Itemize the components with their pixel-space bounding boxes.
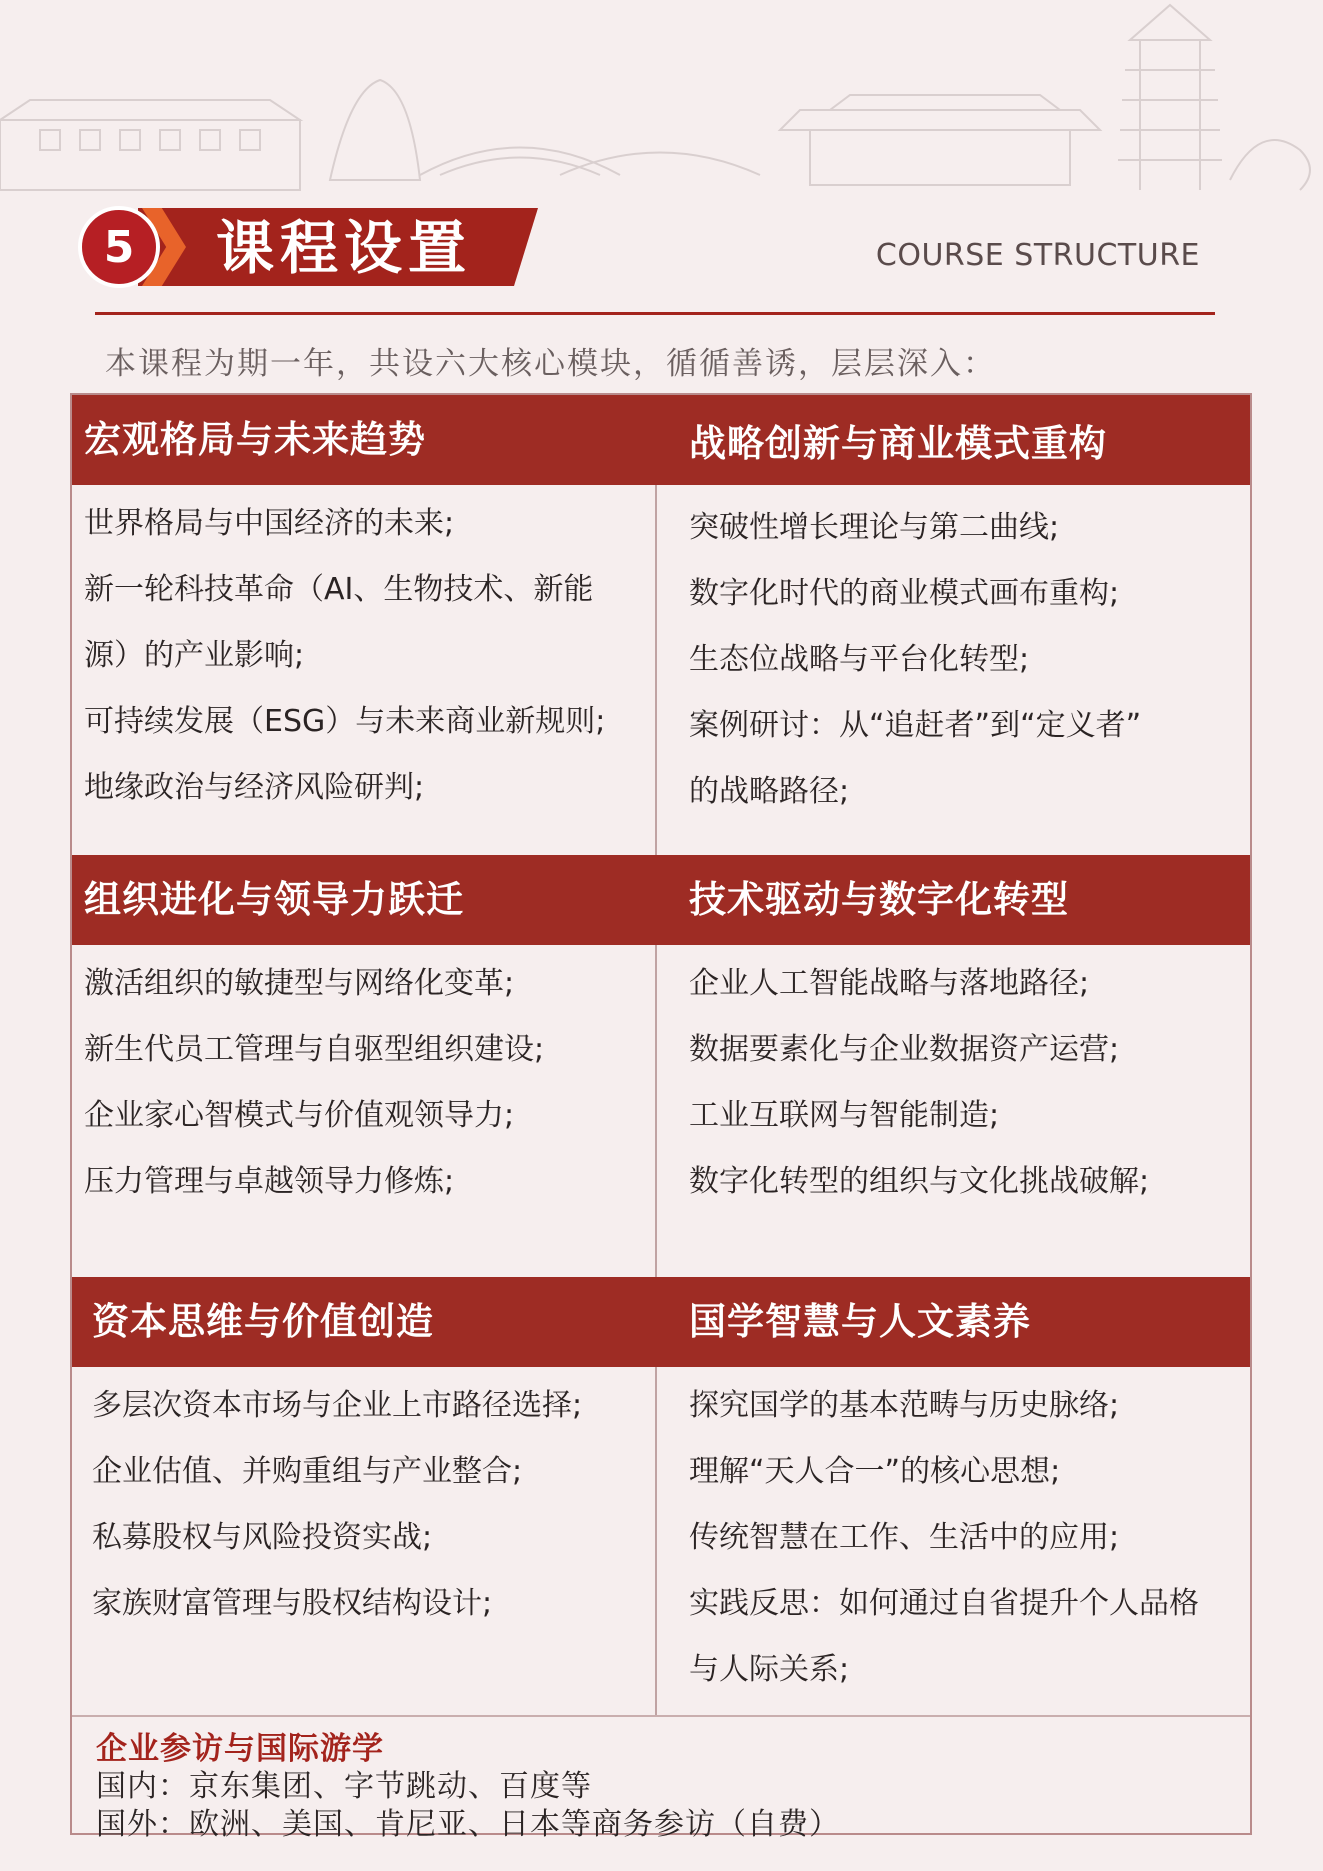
list-item: 地缘政治与经济风险研判; bbox=[84, 770, 425, 805]
list-item: 案例研讨：从“追赶者”到“定义者” bbox=[689, 708, 1142, 743]
list-item: 实践反思：如何通过自省提升个人品格 bbox=[689, 1586, 1199, 1621]
overseas-visits: 国外：欧洲、美国、肯尼亚、日本等商务参访（自费） bbox=[96, 1807, 840, 1842]
domestic-visits: 国内：京东集团、字节跳动、百度等 bbox=[96, 1769, 592, 1804]
module-title: 宏观格局与未来趋势 bbox=[84, 418, 426, 461]
list-item: 数据要素化与企业数据资产运营; bbox=[689, 1032, 1120, 1067]
list-item: 探究国学的基本范畴与历史脉络; bbox=[689, 1388, 1120, 1423]
campus-skyline-illustration bbox=[0, 0, 1323, 200]
list-item: 理解“天人合一”的核心思想; bbox=[689, 1454, 1061, 1489]
list-item: 新一轮科技革命（AI、生物技术、新能 bbox=[84, 572, 594, 607]
module-title: 资本思维与价值创造 bbox=[92, 1300, 434, 1343]
column-divider bbox=[655, 485, 657, 855]
module-item-list bbox=[689, 495, 1141, 825]
list-item: 源）的产业影响; bbox=[84, 638, 305, 673]
list-item: 传统智慧在工作、生活中的应用; bbox=[689, 1520, 1120, 1555]
module-item-list bbox=[92, 1373, 582, 1637]
module-item-list bbox=[84, 491, 605, 821]
list-item: 工业互联网与智能制造; bbox=[689, 1098, 1000, 1133]
column-divider bbox=[655, 945, 657, 1277]
section-title: 课程设置 bbox=[216, 214, 473, 282]
visits-section bbox=[72, 1715, 1250, 1842]
list-item: 与人际关系; bbox=[689, 1652, 850, 1687]
list-item: 突破性增长理论与第二曲线; bbox=[689, 510, 1060, 545]
list-item: 多层次资本市场与企业上市路径选择; bbox=[92, 1388, 583, 1423]
section-subtitle-en: COURSE STRUCTURE bbox=[875, 238, 1200, 273]
module-title: 技术驱动与数字化转型 bbox=[689, 878, 1069, 921]
list-item: 数字化时代的商业模式画布重构; bbox=[689, 576, 1120, 611]
module-grid bbox=[70, 393, 1252, 1842]
module-item-list bbox=[689, 951, 1149, 1215]
list-item: 家族财富管理与股权结构设计; bbox=[92, 1586, 493, 1621]
list-item: 可持续发展（ESG）与未来商业新规则; bbox=[84, 704, 606, 739]
module-title: 组织进化与领导力跃迁 bbox=[84, 878, 464, 921]
module-title: 国学智慧与人文素养 bbox=[689, 1300, 1031, 1343]
list-item: 生态位战略与平台化转型; bbox=[689, 642, 1030, 677]
module-row-3 bbox=[72, 1277, 1250, 1715]
list-item: 激活组织的敏捷型与网络化变革; bbox=[84, 966, 515, 1001]
module-row-2 bbox=[72, 855, 1250, 1277]
section-number-badge: 5 bbox=[78, 206, 160, 288]
module-row-1 bbox=[72, 395, 1250, 855]
list-item: 企业家心智模式与价值观领导力; bbox=[84, 1098, 515, 1133]
list-item: 数字化转型的组织与文化挑战破解; bbox=[689, 1164, 1150, 1199]
list-item: 新生代员工管理与自驱型组织建设; bbox=[84, 1032, 545, 1067]
module-item-list bbox=[84, 951, 544, 1215]
module-item-list bbox=[689, 1373, 1199, 1703]
list-item: 的战略路径; bbox=[689, 774, 850, 809]
column-divider bbox=[655, 1367, 657, 1715]
visits-title: 企业参访与国际游学 bbox=[96, 1731, 384, 1767]
list-item: 私募股权与风险投资实战; bbox=[92, 1520, 433, 1555]
list-item: 压力管理与卓越领导力修炼; bbox=[84, 1164, 455, 1199]
module-title: 战略创新与商业模式重构 bbox=[689, 422, 1107, 465]
list-item: 企业人工智能战略与落地路径; bbox=[689, 966, 1090, 1001]
header-divider bbox=[95, 312, 1215, 315]
list-item: 企业估值、并购重组与产业整合; bbox=[92, 1454, 523, 1489]
section-header bbox=[78, 204, 548, 290]
list-item: 世界格局与中国经济的未来; bbox=[84, 506, 455, 541]
intro-text: 本课程为期一年，共设六大核心模块，循循善诱，层层深入： bbox=[105, 346, 996, 382]
